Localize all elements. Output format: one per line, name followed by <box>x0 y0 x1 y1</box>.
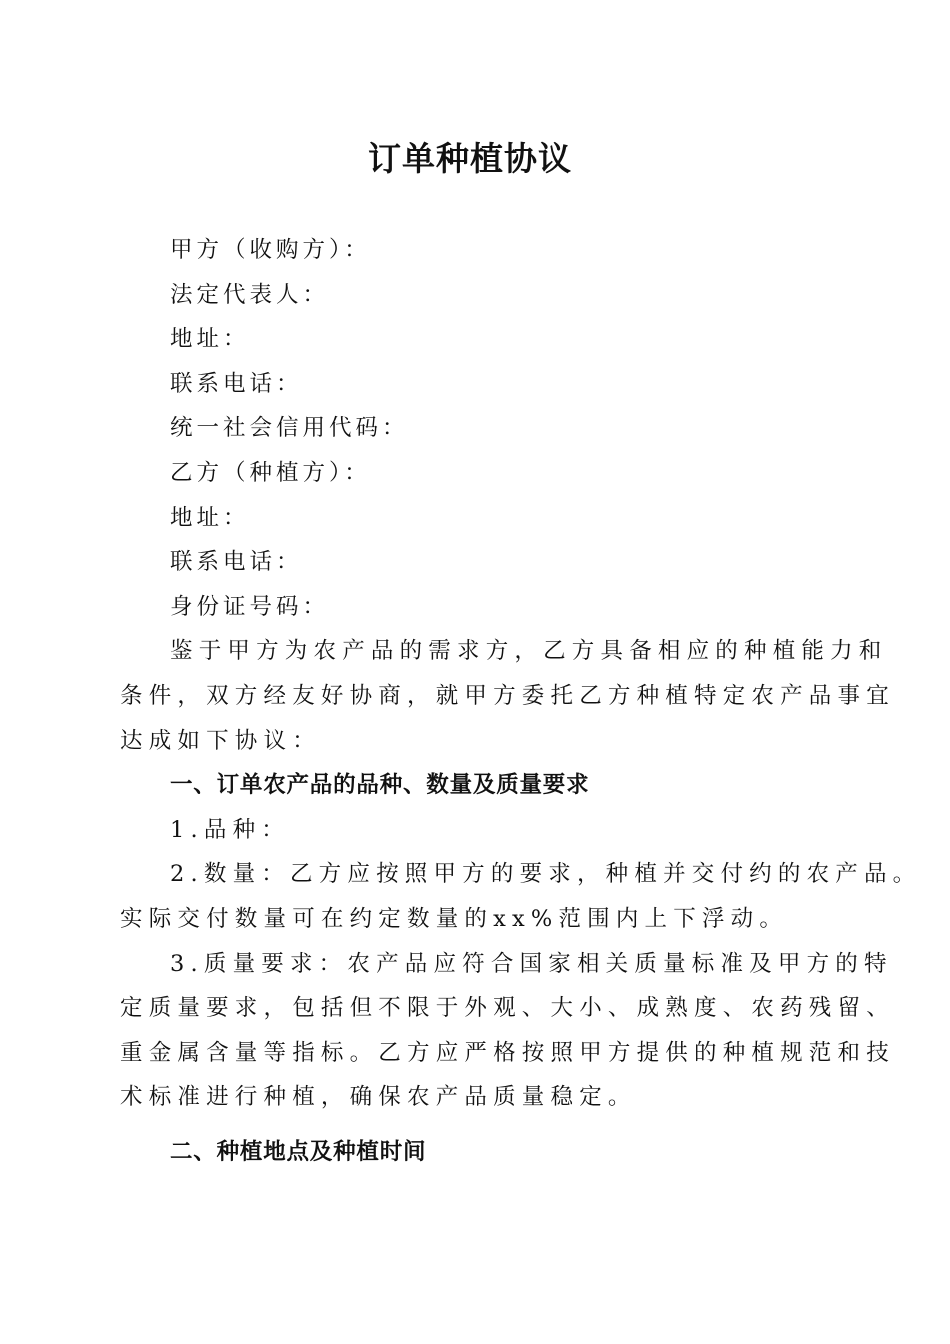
party-a-name: 甲方（收购方）： <box>170 237 371 263</box>
section-1-item-variety: 1.品种： <box>170 816 290 843</box>
party-a-block <box>120 228 828 451</box>
party-b-block <box>120 451 828 629</box>
section-2 <box>120 1130 828 1175</box>
section-2-heading: 二、种植地点及种植时间 <box>170 1138 427 1165</box>
section-1-item-quality-line: 重金属含量等指标。乙方应严格按照甲方提供的种植规范和技 <box>120 1039 895 1066</box>
party-b-id-number: 身份证号码： <box>170 593 330 620</box>
party-b-name: 乙方（种植方）： <box>170 459 371 486</box>
section-1-item-quantity-line: 2.数量：乙方应按照甲方的要求，种植并交付约的农产品。 <box>170 861 922 888</box>
section-1 <box>120 763 922 1120</box>
party-a-phone: 联系电话： <box>170 370 303 397</box>
party-b-phone: 联系电话： <box>170 549 303 576</box>
preamble-line: 条件，双方经友好协商，就甲方委托乙方种植特定农产品事宜 <box>120 682 895 709</box>
party-a-address: 地址： <box>170 326 250 353</box>
party-a-legal-rep: 法定代表人： <box>170 281 330 308</box>
section-1-item-quality-line: 3.质量要求：农产品应符合国家相关质量标准及甲方的特 <box>170 950 893 977</box>
document-body <box>120 228 922 1174</box>
section-1-heading: 一、订单农产品的品种、数量及质量要求 <box>170 772 590 799</box>
preamble-line: 鉴于甲方为农产品的需求方，乙方具备相应的种植能力和 <box>170 638 888 665</box>
preamble-line: 达成如下协议： <box>120 727 321 754</box>
section-spacer <box>120 1120 828 1130</box>
party-a-credit-code: 统一社会信用代码： <box>170 415 409 442</box>
section-1-item-quality-line: 定质量要求，包括但不限于外观、大小、成熟度、农药残留、 <box>120 995 895 1022</box>
section-1-item-quantity-line: 实际交付数量可在约定数量的xx%范围内上下浮动。 <box>120 905 789 932</box>
party-b-address: 地址： <box>170 504 250 531</box>
preamble-paragraph <box>120 629 895 763</box>
document-title: 订单种植协议 <box>368 139 572 178</box>
section-1-item-quality-line: 术标准进行种植，确保农产品质量稳定。 <box>120 1084 637 1111</box>
